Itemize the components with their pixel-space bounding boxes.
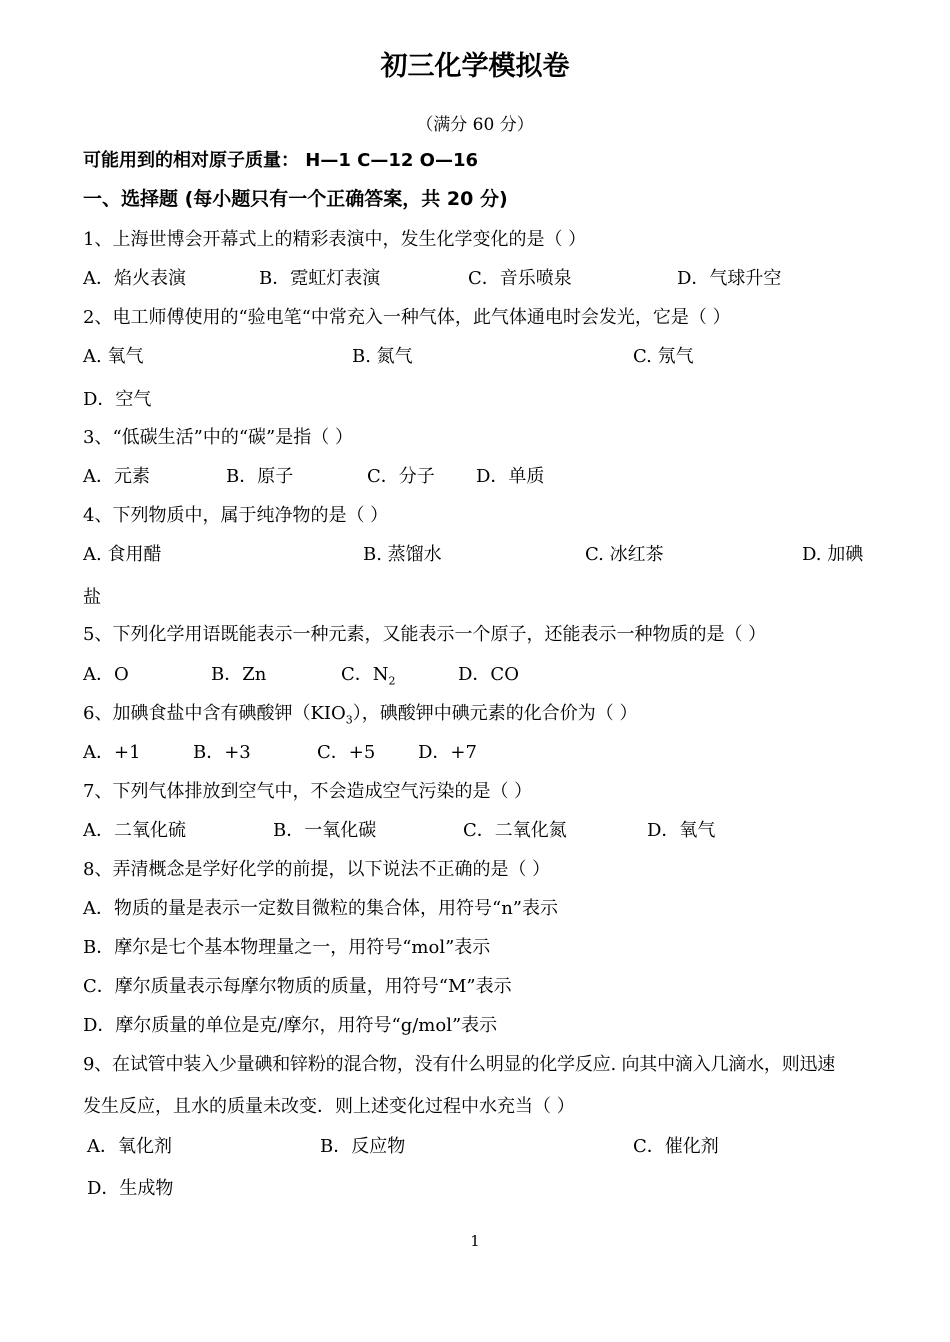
question-1-option-a: A．焰火表演: [83, 268, 186, 289]
question-4-option-d-wrap: 盐: [83, 587, 101, 608]
question-6-option-a: A．+1: [83, 742, 141, 763]
question-7-option-c: C．二氧化氮: [463, 820, 567, 841]
question-3-option-a: A．元素: [83, 466, 150, 487]
question-7-option-b: B．一氧化碳: [273, 820, 377, 841]
page-number: 1: [470, 1232, 480, 1250]
question-4-option-c: C. 冰红茶: [585, 544, 664, 565]
question-2-option-c: C. 氖气: [633, 346, 694, 367]
question-5-option-d: D．CO: [458, 664, 519, 685]
section-heading: 一、选择题 (每小题只有一个正确答案，共 20 分): [83, 188, 508, 210]
question-2-option-b: B. 氮气: [352, 346, 413, 367]
question-8-option-b: B．摩尔是七个基本物理量之一，用符号“mol”表示: [83, 937, 491, 958]
question-3-stem: 3、“低碳生活”中的“碳”是指（ ）: [83, 427, 353, 448]
question-9-stem-continued: 发生反应，且水的质量未改变．则上述变化过程中水充当（ ）: [83, 1096, 575, 1117]
question-9-option-a: A．氧化剂: [87, 1136, 172, 1157]
question-9-option-b: B．反应物: [320, 1136, 406, 1157]
question-1-option-b: B．霓虹灯表演: [259, 268, 381, 289]
question-8-option-d: D．摩尔质量的单位是克/摩尔，用符号“g/mol”表示: [83, 1015, 498, 1036]
question-2-stem: 2、电工师傅使用的“验电笔“中常充入一种气体，此气体通电时会发光，它是（ ）: [83, 307, 731, 328]
page-title: 初三化学模拟卷: [380, 51, 570, 82]
subtitle: （满分 60 分）: [416, 115, 534, 135]
question-5-option-c-text: C．N: [341, 664, 389, 685]
question-5-option-c: [341, 663, 396, 694]
question-5-option-c-subscript: 2: [388, 674, 396, 688]
question-4-option-a: A. 食用醋: [83, 544, 162, 565]
question-4-option-b: B. 蒸馏水: [363, 544, 442, 565]
question-2-option-d: D．空气: [83, 389, 152, 410]
question-5-option-b: B．Zn: [211, 664, 267, 685]
question-2-option-a: A. 氧气: [83, 346, 144, 367]
question-7-option-a: A．二氧化硫: [83, 820, 186, 841]
question-7-stem: 7、下列气体排放到空气中，不会造成空气污染的是（ ）: [83, 781, 533, 802]
question-7-option-d: D．氧气: [647, 820, 716, 841]
question-5-option-a: A．O: [83, 664, 129, 685]
question-3-option-b: B．原子: [226, 466, 294, 487]
question-6-option-c: C．+5: [317, 742, 376, 763]
question-8-option-c: C．摩尔质量表示每摩尔物质的质量，用符号“M”表示: [83, 976, 512, 997]
question-4-option-d: D. 加碘: [802, 544, 864, 565]
question-3-option-c: C．分子: [367, 466, 435, 487]
question-6-option-b: B．+3: [193, 742, 251, 763]
question-6-option-d: D．+7: [418, 742, 477, 763]
question-1-stem: 1、上海世博会开幕式上的精彩表演中，发生化学变化的是（ ）: [83, 229, 587, 250]
question-4-stem: 4、下列物质中，属于纯净物的是（ ）: [83, 505, 389, 526]
question-1-option-c: C．音乐喷泉: [468, 268, 572, 289]
question-1-option-d: D．气球升空: [677, 268, 782, 289]
question-9-option-c: C．催化剂: [633, 1136, 719, 1157]
question-6-stem-a: 6、加碘食盐中含有碘酸钾（KIO: [83, 703, 346, 724]
question-6-stem: [83, 702, 638, 733]
question-5-stem: 5、下列化学用语既能表示一种元素，又能表示一个原子，还能表示一种物质的是（ ）: [83, 624, 767, 645]
question-9-stem: 9、在试管中装入少量碘和锌粉的混合物，没有什么明显的化学反应. 向其中滴入几滴水，则迅速: [83, 1054, 836, 1075]
question-9-option-d: D．生成物: [87, 1178, 174, 1199]
question-8-stem: 8、弄清概念是学好化学的前提，以下说法不正确的是（ ）: [83, 859, 551, 880]
question-6-stem-subscript: 3: [345, 713, 353, 727]
atomic-masses: 可能用到的相对原子质量： H—1 C—12 O—16: [83, 150, 478, 171]
question-6-stem-b: ），碘酸钾中碘元素的化合价为（ ）: [352, 703, 638, 724]
question-3-option-d: D．单质: [476, 466, 545, 487]
question-8-option-a: A．物质的量是表示一定数目微粒的集合体，用符号“n”表示: [83, 898, 558, 919]
